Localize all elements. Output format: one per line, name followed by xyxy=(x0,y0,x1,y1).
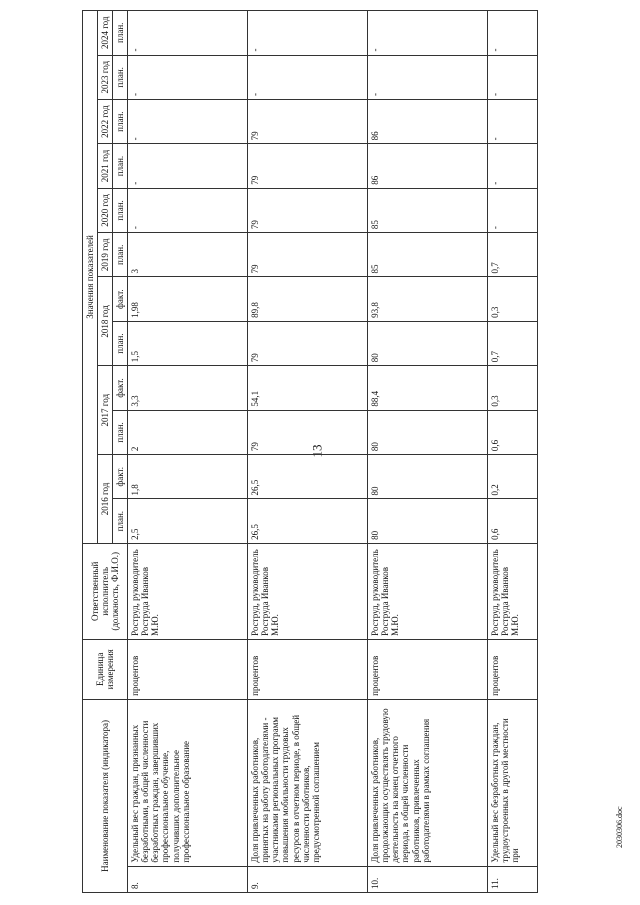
value-cell: 79 xyxy=(248,233,368,277)
value-cell: 0,2 xyxy=(488,455,538,499)
indicator-responsible: Роструд, руководитель Роструда Иванков М.Ю. xyxy=(248,543,368,639)
table-row xyxy=(248,11,368,893)
header-responsible: Ответственный исполнитель (должность, Ф.И.О.) xyxy=(83,543,128,639)
value-cell: 85 xyxy=(368,233,488,277)
value-cell: 26,5 xyxy=(248,499,368,543)
document-code: 2030306.doc xyxy=(615,806,624,848)
value-cell: - xyxy=(128,188,248,232)
indicators-table xyxy=(82,10,538,893)
indicator-name: Доля привлеченных работников, принятых на работу работодателями - участниками региональных программ повышения мобильности трудовых ресурсов в отчетном периоде, в общей численности работников, предусмотренной соглашением xyxy=(248,699,368,866)
value-cell: - xyxy=(248,11,368,56)
value-cell: 26,5 xyxy=(248,455,368,499)
value-cell: 79 xyxy=(248,188,368,232)
value-cell: 2,5 xyxy=(128,499,248,543)
value-cell: 1,5 xyxy=(128,321,248,365)
value-cell: 79 xyxy=(248,321,368,365)
value-cell: 1,8 xyxy=(128,455,248,499)
header-year: 2022 год xyxy=(98,99,113,143)
row-number: 9. xyxy=(248,866,368,892)
header-year: 2024 год xyxy=(98,11,113,56)
value-cell: 79 xyxy=(248,410,368,454)
header-year: 2016 год xyxy=(98,455,113,544)
value-cell: - xyxy=(368,11,488,56)
header-year: 2021 год xyxy=(98,144,113,188)
value-cell: 80 xyxy=(368,321,488,365)
header-plan: план. xyxy=(113,499,128,543)
value-cell: 2 xyxy=(128,410,248,454)
page-number: 13 xyxy=(309,444,325,458)
value-cell: 86 xyxy=(368,144,488,188)
header-year: 2017 год xyxy=(98,366,113,455)
table-row xyxy=(488,11,538,893)
row-number: 11. xyxy=(488,866,538,892)
value-cell: 0,3 xyxy=(488,277,538,321)
value-cell: - xyxy=(128,11,248,56)
header-plan: план. xyxy=(113,233,128,277)
indicator-name: Удельный вес граждан, признанных безработными, в общей численности безработных граждан, завершивших профессиональное обучение, получивших дополнительное профессиональное образование xyxy=(128,699,248,866)
indicator-responsible: Роструд, руководитель Роструда Иванков М.Ю. xyxy=(488,543,538,639)
row-number: 10. xyxy=(368,866,488,892)
value-cell: - xyxy=(128,55,248,99)
header-unit: Единица измерения xyxy=(83,639,128,699)
indicator-name: Удельный вес безработных граждан, трудоустроенных в другой местности при xyxy=(488,699,538,866)
header-values-group: Значения показателей xyxy=(83,11,98,544)
header-plan: план. xyxy=(113,144,128,188)
value-cell: 86 xyxy=(368,99,488,143)
value-cell: 85 xyxy=(368,188,488,232)
indicator-responsible: Роструд, руководитель Роструда Иванков М.Ю. xyxy=(368,543,488,639)
header-year: 2018 год xyxy=(98,277,113,366)
header-plan: план. xyxy=(113,55,128,99)
value-cell: 80 xyxy=(368,499,488,543)
value-cell: 0,6 xyxy=(488,410,538,454)
value-cell: - xyxy=(488,99,538,143)
indicator-unit: процентов xyxy=(128,639,248,699)
header-plan: план. xyxy=(113,410,128,454)
value-cell: - xyxy=(488,55,538,99)
value-cell: - xyxy=(128,144,248,188)
indicator-unit: процентов xyxy=(488,639,538,699)
value-cell: 80 xyxy=(368,410,488,454)
header-name: Наименование показателя (индикатора) xyxy=(83,699,128,892)
header-year: 2023 год xyxy=(98,55,113,99)
value-cell: 54,1 xyxy=(248,366,368,410)
header-fact: факт. xyxy=(113,455,128,499)
value-cell: 93,8 xyxy=(368,277,488,321)
header-fact: факт. xyxy=(113,277,128,321)
header-year: 2019 год xyxy=(98,233,113,277)
value-cell: 89,8 xyxy=(248,277,368,321)
value-cell: 80 xyxy=(368,455,488,499)
header-fact: факт. xyxy=(113,366,128,410)
table-row xyxy=(368,11,488,893)
value-cell: - xyxy=(368,55,488,99)
value-cell: - xyxy=(488,11,538,56)
indicator-responsible: Роструд, руководитель Роструда Иванков М.Ю. xyxy=(128,543,248,639)
value-cell: 1,98 xyxy=(128,277,248,321)
value-cell: 79 xyxy=(248,144,368,188)
header-plan: план. xyxy=(113,188,128,232)
value-cell: 0,7 xyxy=(488,321,538,365)
indicator-unit: процентов xyxy=(248,639,368,699)
value-cell: 0,3 xyxy=(488,366,538,410)
header-plan: план. xyxy=(113,11,128,56)
value-cell: - xyxy=(128,99,248,143)
value-cell: - xyxy=(248,55,368,99)
rotated-page-content xyxy=(82,10,612,893)
value-cell: 3,3 xyxy=(128,366,248,410)
value-cell: 3 xyxy=(128,233,248,277)
value-cell: - xyxy=(488,144,538,188)
indicator-unit: процентов xyxy=(368,639,488,699)
value-cell: 0,6 xyxy=(488,499,538,543)
header-year: 2020 год xyxy=(98,188,113,232)
value-cell: 88,4 xyxy=(368,366,488,410)
header-plan: план. xyxy=(113,99,128,143)
row-number: 8. xyxy=(128,866,248,892)
indicator-name: Доля привлеченных работников, продолжающих осуществлять трудовую деятельность на конец отчетного периода, в общей численности работников, привлеченных работодателями в рамках соглашения xyxy=(368,699,488,866)
value-cell: 0,7 xyxy=(488,233,538,277)
header-plan: план. xyxy=(113,321,128,365)
value-cell: 79 xyxy=(248,99,368,143)
table-row xyxy=(128,11,248,893)
value-cell: - xyxy=(488,188,538,232)
